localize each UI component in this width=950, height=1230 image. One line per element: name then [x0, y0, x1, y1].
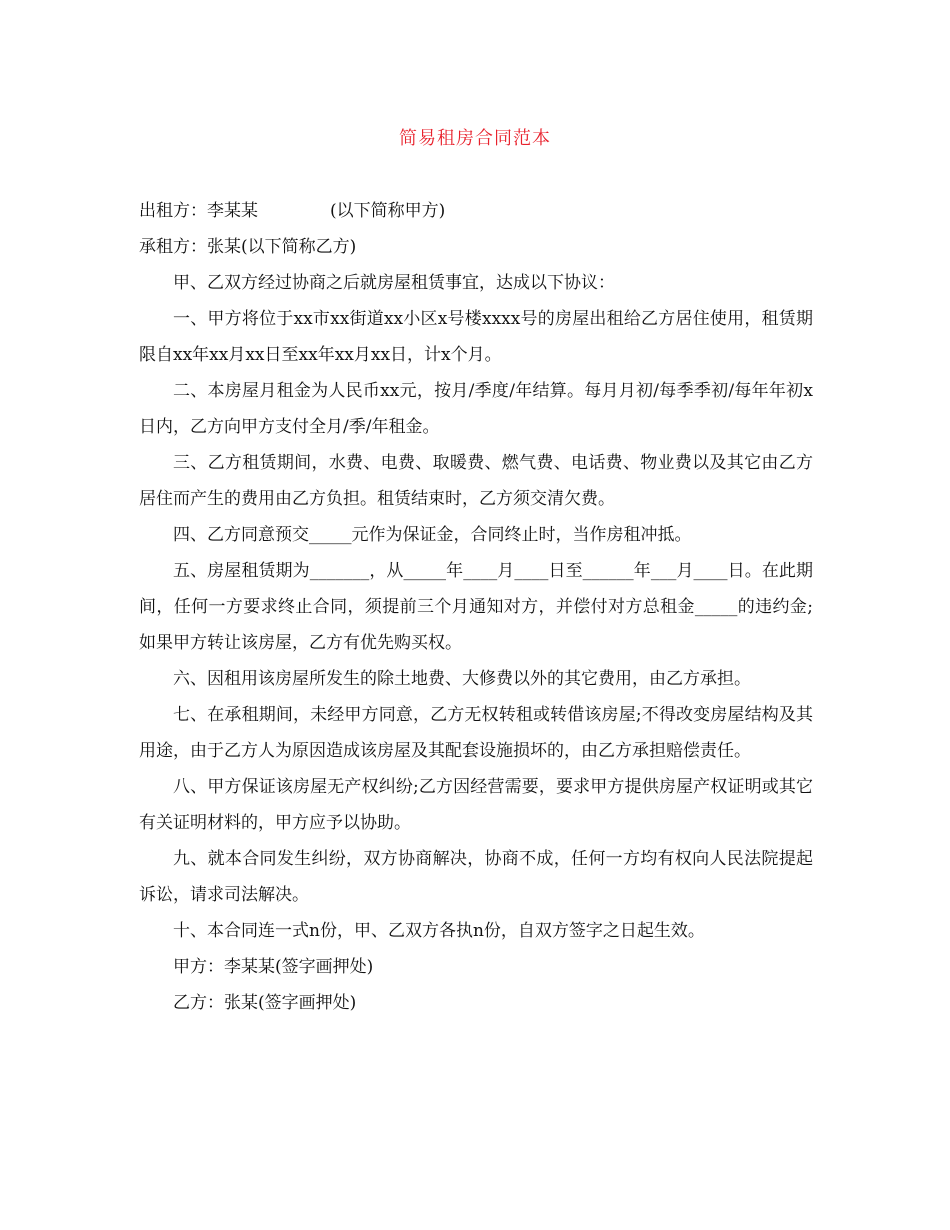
paragraph-clause-6: 六、因租用该房屋所发生的除土地费、大修费以外的其它费用，由乙方承担。	[173, 669, 751, 689]
paragraph-clause-8: 八、甲方保证该房屋无产权纠纷;乙方因经营需要，要求甲方提供房屋产权证明或其它有关证明材料的，甲方应予以协助。	[139, 777, 813, 833]
signature-party-b: 乙方：张某(签字画押处)	[173, 993, 357, 1013]
paragraph-clause-3: 三、乙方租赁期间，水费、电费、取暖费、燃气费、电话费、物业费以及其它由乙方居住而产生的费用由乙方负担。租赁结束时，乙方须交清欠费。	[139, 453, 813, 509]
paragraph-clause-4: 四、乙方同意预交_____元作为保证金，合同终止时，当作房租冲抵。	[173, 525, 692, 545]
lessor-label: 出租方：李某某	[139, 201, 258, 221]
paragraph-clause-1: 一、甲方将位于xx市xx街道xx小区x号楼xxxx号的房屋出租给乙方居住使用，租赁期限自xx年xx月xx日至xx年xx月xx日，计x个月。	[139, 309, 813, 365]
paragraph-clause-9: 九、就本合同发生纠纷，双方协商解决，协商不成，任何一方均有权向人民法院提起诉讼，请求司法解决。	[139, 849, 813, 905]
paragraph-intro: 甲、乙双方经过协商之后就房屋租赁事宜，达成以下协议：	[173, 273, 615, 293]
paragraph-clause-5: 五、房屋租赁期为_______，从_____年____月____日至______年___月____日。在此期间，任何一方要求终止合同，须提前三个月通知对方，并偿付对方总租金_____的违约金;如果甲方转让该房屋，乙方有优先购买权。	[139, 561, 813, 653]
paragraph-clause-7: 七、在承租期间，未经甲方同意，乙方无权转租或转借该房屋;不得改变房屋结构及其用途，由于乙方人为原因造成该房屋及其配套设施损坏的，由乙方承担赔偿责任。	[139, 705, 813, 761]
paragraph-clause-10: 十、本合同连一式n份，甲、乙双方各执n份，自双方签字之日起生效。	[173, 921, 705, 941]
lessor-line	[139, 193, 813, 229]
signature-party-a: 甲方：李某某(签字画押处)	[173, 957, 374, 977]
document-title: 简易租房合同范本	[399, 128, 551, 149]
lessor-note: (以下简称甲方)	[330, 201, 446, 221]
paragraph-clause-2: 二、本房屋月租金为人民币xx元，按月/季度/年结算。每月月初/每季季初/每年年初x日内，乙方向甲方支付全月/季/年租金。	[139, 381, 813, 437]
document-body	[139, 193, 813, 1021]
lessee-line: 承租方：张某(以下简称乙方)	[139, 237, 357, 257]
